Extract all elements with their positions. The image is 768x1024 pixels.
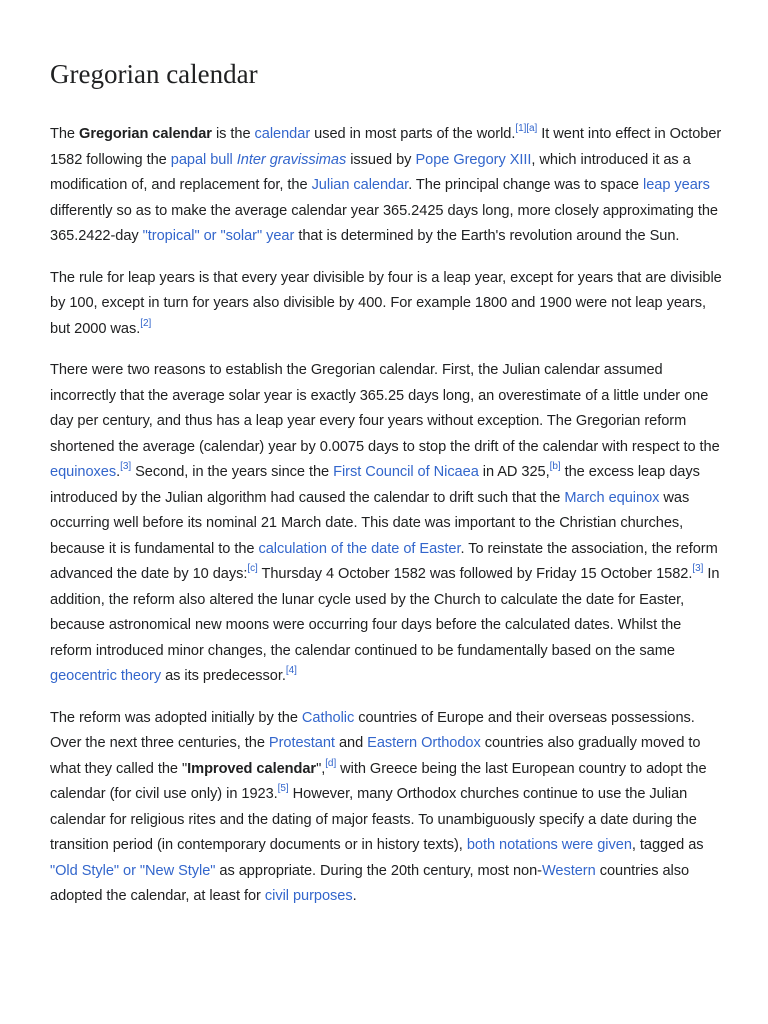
text: , which introduced it as a modification of, and replacement for, the [50,151,691,193]
reference-1[interactable] [515,123,537,134]
ref-link[interactable]: [3] [692,563,704,575]
text: as appropriate. During the 20th century, most non- [215,862,542,879]
italic-title: Inter gravissimas [236,151,347,168]
text: with Greece being the last European country to adopt the calendar (for civil use only) in 1923. [50,760,707,802]
link-protestant[interactable]: Protestant [268,735,335,751]
text: is the [211,126,255,142]
ref-link[interactable]: [3] [120,461,132,473]
link-calendar[interactable]: calendar [254,126,311,142]
ref-link[interactable]: [4] [285,665,297,677]
reference-2[interactable] [140,318,151,329]
reference-4[interactable] [286,665,297,676]
text: as its predecessor. [161,668,286,684]
text: ", [316,760,326,777]
paragraph-adoption [50,706,722,910]
text: that is determined by the Earth's revolution around the Sun. [294,228,680,244]
link-old-new-style[interactable]: "Old Style" or "New Style" [50,862,216,879]
text: , tagged as [631,837,704,853]
link-geocentric-theory[interactable]: geocentric theory [50,668,162,684]
link-pope-gregory[interactable]: Pope Gregory XIII [415,151,532,168]
ref-link[interactable]: [5] [277,783,289,795]
article-content [50,56,722,926]
paragraph-reasons: There were two reasons to establish the Gregorian calendar. First, the Julian calendar assumed incorrectly that the average solar year is exactly 365.25 days long, an overestimate of a little under one day per century, and thus has a leap year every four years without exception. The Gregorian reform shortened the average (calendar) year by 0.0075 days to stop the drift of the calendar with respect to the equinoxes.[3] Second, in the years since the First Council of Nicaea in AD 325,[b] the excess leap days introduced by the Julian algorithm had caused the calendar to drift such that the March equinox was occurring well before its nominal 21 March date. This date was important to the Christian churches, because it is fundamental to the calculation of the date of Easter. To reinstate the association, the reform advanced the date by 10 days:[c] Thursday 4 October 1582 was followed by Friday 15 October 1582.[3] In addition, the reform also altered the lunar cycle used by the Church to calculate the date for Easter, because astronomical new moons were occurring four days before the calculated dates. Whilst the reform introduced minor changes, the calendar continued to be fundamentally based on the same geocentric theory as its predecessor.[4] [50,362,720,684]
text: In addition, the reform also altered the lunar cycle used by the Church to calculate the date for Easter, because astronomical new moons were occurring four days before the calculated dates. Whilst the reform introduced minor changes, the calendar continued to be fundamentally based on the same [50,566,720,659]
paragraph-intro [50,122,722,250]
link-tropical-year[interactable]: "tropical" or "solar" year [142,228,295,244]
page-title: Gregorian calendar [50,59,258,89]
link-equinoxes[interactable]: equinoxes [50,464,117,480]
text: The [50,126,80,142]
reference-5[interactable] [278,783,289,794]
text: countries of Europe and their overseas possessions. Over the next three centuries, the [50,709,695,751]
text: Second, in the years since the [131,464,334,480]
ref-link[interactable]: [d] [325,757,337,769]
ref-link[interactable]: [a] [526,123,538,135]
text: . To reinstate the association, the reform advanced the date by 10 days: [50,540,718,582]
ref-link[interactable]: [2] [140,317,152,329]
text: differently so as to make the average calendar year 365.2425 days long, more closely approximating the 365.2422-day [50,202,718,244]
ref-link[interactable]: [c] [247,563,258,575]
paragraph-leap-rule [50,266,722,343]
text: used in most parts of the world. [310,126,516,142]
ref-link[interactable]: [1] [515,123,527,135]
text: The rule for leap years is that every year divisible by four is a leap year, except for years that are divisible by 100, except in turn for years also divisible by 400. For example 1800 and 1900 were not leap years, but 2000 was. [50,269,722,337]
reference-d[interactable] [325,758,336,769]
text: The reform was adopted initially by the [50,709,302,726]
link-papal-bull[interactable]: papal bull [170,151,233,168]
reference-3b[interactable] [692,563,703,574]
reference-3[interactable] [120,461,131,472]
text: countries also gradually moved to what they called the " [50,735,701,777]
text: countries also adopted the calendar, at least for [50,862,690,904]
text: . The principal change was to space [408,177,644,193]
link-julian-calendar[interactable]: Julian calendar [311,177,409,193]
text: It went into effect in October 1582 following the [50,126,722,168]
link-leap-years[interactable]: leap years [643,177,710,193]
link-easter-calculation[interactable]: calculation of the date of Easter [258,540,461,557]
text: However, many Orthodox churches continue to use the Julian calendar for religious rites and the dating of major feasts. To unambiguously specify a date during the transition period (in contemporary documents or in history texts), [50,786,697,853]
ref-link[interactable]: [b] [549,461,561,473]
link-catholic[interactable]: Catholic [301,709,355,726]
text: in AD 325, [478,464,550,480]
reference-c[interactable] [247,563,257,574]
text: Thursday 4 October 1582 was followed by Friday 15 October 1582. [257,566,693,582]
bold-term: Improved calendar [187,760,317,777]
bold-term: Gregorian calendar [79,126,212,142]
text: was occurring well before its nominal 21 March date. This date was important to the Christian churches, because it is fundamental to the [50,489,690,557]
link-civil-purposes[interactable]: civil purposes [264,888,353,904]
text: the excess leap days introduced by the Julian algorithm had caused the calendar to drift such that the [50,464,700,506]
text: . [352,888,357,904]
link-council-nicaea[interactable]: First Council of Nicaea [333,464,479,480]
text: There were two reasons to establish the Gregorian calendar. First, the Julian calendar assumed incorrectly that the average solar year is exactly 365.25 days long, an overestimate of a little under one day per century, and thus has a leap year every four years without exception. The Gregorian reform shortened the average (calendar) year by 0.0075 days to stop the drift of the calendar with respect to the [50,362,720,455]
link-march-equinox[interactable]: March equinox [564,489,660,506]
link-western[interactable]: Western [541,862,596,879]
text: issued by [346,151,416,168]
reference-b[interactable] [550,461,561,472]
link-eastern-orthodox[interactable]: Eastern Orthodox [367,735,481,751]
link-both-notations[interactable]: both notations were given [466,837,632,853]
text: and [334,735,368,751]
link-inter-gravissimas[interactable] [237,152,346,168]
